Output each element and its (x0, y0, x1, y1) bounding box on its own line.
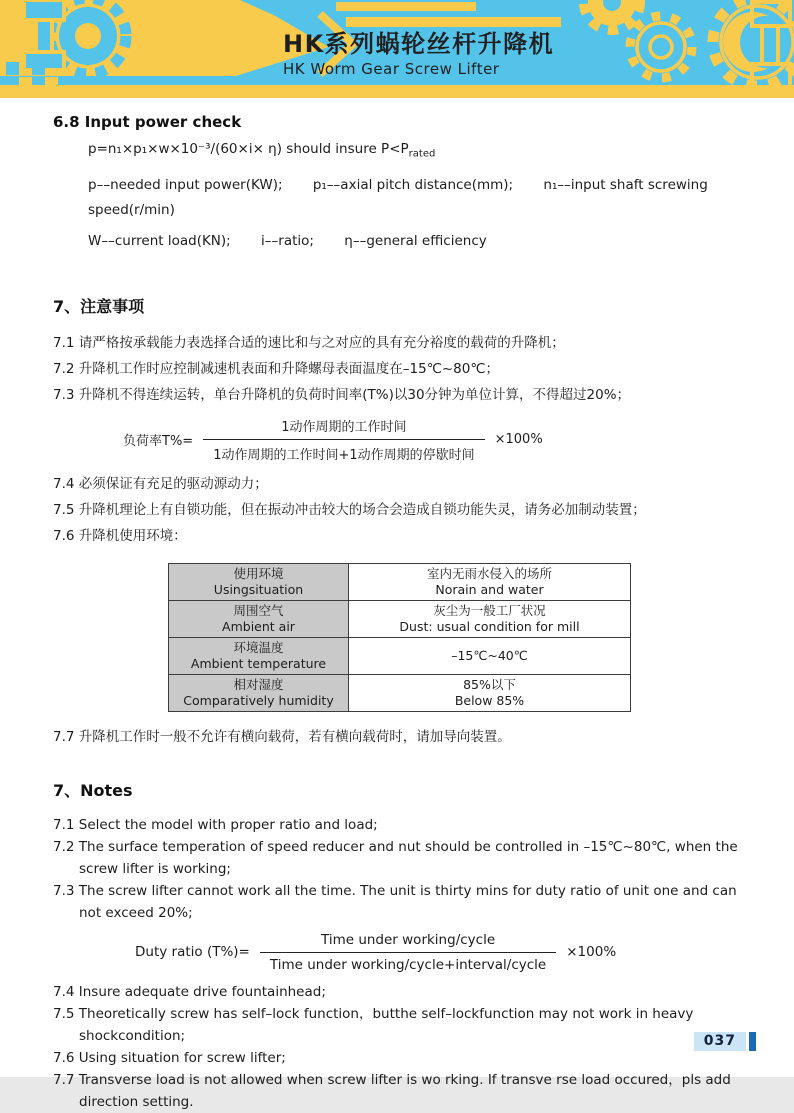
label-zh: 周围空气 (233, 602, 284, 618)
value-zh: 室内无雨水侵入的场所 (426, 565, 552, 581)
power-vars-line-2 (88, 229, 754, 254)
value-en: Norain and water (435, 581, 544, 597)
usage-environment-table (168, 563, 631, 712)
table-label-cell (169, 637, 349, 674)
label-en: Usingsituation (213, 581, 304, 597)
label-zh: 环境温度 (233, 639, 284, 655)
note-en-7-3: 7.3 The screw lifter cannot work all the time. The unit is thirty mins for duty ratio of unit one and can not exceed 20%; (53, 882, 737, 921)
value-zh: –15℃~40℃ (451, 647, 528, 663)
page-footer (694, 1032, 756, 1051)
notes-en-list (53, 814, 754, 1113)
page-title: HK系列蜗轮丝杆升降机 (283, 30, 555, 58)
value-zh: 灰尘为一般工厂状况 (433, 602, 546, 618)
section-input-power-check (53, 113, 754, 254)
table-label-cell (169, 563, 349, 600)
table-value-cell (349, 563, 631, 600)
label-en: Ambient air (222, 618, 295, 634)
note-zh-7-1: 7.1 请严格按承载能力表选择合适的速比和与之对应的具有充分裕度的载荷的升降机； (53, 334, 565, 351)
label-zh: 使用环境 (233, 565, 284, 581)
note-zh-7-7: 7.7 升降机工作时一般不允许有横向载荷，若有横向载荷时，请加导向装置。 (53, 728, 511, 745)
table-label-cell (169, 674, 349, 711)
note-en-7-1: 7.1 Select the model with proper ratio and load; (53, 816, 378, 833)
section-heading-notes-zh: 7、注意事项 (53, 296, 145, 316)
duty-ratio-multiplier: ×100% (566, 944, 617, 961)
var-efficiency: η––general efficiency (344, 232, 487, 249)
label-en: Ambient temperature (190, 655, 327, 671)
page-number: 037 (694, 1032, 746, 1051)
section-notes-zh (53, 294, 754, 750)
var-axial-pitch: p₁––axial pitch distance(mm); (312, 176, 514, 193)
note-zh-7-6: 7.6 升降机使用环境： (53, 527, 187, 544)
table-value-cell (349, 600, 631, 637)
power-formula-subscript: rated (408, 148, 436, 160)
table-value-cell (349, 637, 631, 674)
note-zh-7-2: 7.2 升降机工作时应控制减速机表面和升降螺母表面温度在–15℃~80℃； (53, 360, 500, 377)
label-zh: 相对湿度 (233, 676, 284, 692)
note-en-7-5: 7.5 Theoretically screw has self–lock function，butthe self–lockfunction may not work in heavy shockcondition; (53, 1005, 694, 1044)
note-en-7-6: 7.6 Using situation for screw lifter; (53, 1049, 286, 1066)
var-needed-input-power: p––needed input power(KW); (88, 176, 283, 193)
table-row (169, 563, 631, 600)
stripe-bottom (346, 17, 561, 27)
page-header (0, 0, 794, 98)
gear-solid-icon (584, 0, 640, 30)
note-zh-7-5: 7.5 升降机理论上有自锁功能，但在振动冲击较大的场合会造成自锁功能失灵，请务必加制动装置； (53, 501, 646, 518)
page-number-bar (749, 1032, 756, 1051)
label-en: Comparatively humidity (183, 692, 334, 708)
var-input-shaft-speed: n₁––input shaft screwing speed(r/min) (88, 176, 708, 218)
section-notes-en (53, 778, 754, 1113)
table-row (169, 600, 631, 637)
section-heading-notes-en: 7、Notes (53, 780, 133, 800)
table-row (169, 674, 631, 711)
load-ratio-fraction (203, 416, 484, 463)
page-subtitle: HK Worm Gear Screw Lifter (283, 59, 500, 78)
value-zh: 85%以下 (463, 676, 516, 692)
load-ratio-numerator: 1动作周期的工作时间 (281, 419, 407, 435)
note-zh-7-4: 7.4 必须保证有充足的驱动源动力； (53, 475, 268, 492)
duty-ratio-formula (135, 932, 754, 973)
table-row (169, 637, 631, 674)
load-ratio-formula (123, 416, 754, 463)
load-ratio-label: 负荷率T%= (123, 433, 194, 449)
stripe-top (336, 2, 476, 11)
duty-ratio-label: Duty ratio (T%)= (135, 944, 250, 961)
notes-zh-list (53, 330, 754, 750)
value-en: Dust: usual condition for mill (399, 618, 580, 634)
table-value-cell (349, 674, 631, 711)
duty-ratio-numerator: Time under working/cycle (320, 931, 496, 948)
var-ratio: i––ratio; (261, 232, 314, 249)
note-zh-7-3: 7.3 升降机不得连续运转，单台升降机的负荷时间率(T%)以30分钟为单位计算，不得超过20%； (53, 386, 631, 403)
page-content (0, 98, 794, 1113)
note-en-7-2: 7.2 The surface temperation of speed reducer and nut should be controlled in –15℃~80℃, when the screw lifter is working; (53, 838, 738, 877)
table-label-cell (169, 600, 349, 637)
power-vars-line-1 (88, 173, 754, 223)
gear-outline-icon (630, 16, 692, 78)
load-ratio-denominator: 1动作周期的工作时间+1动作周期的停歇时间 (203, 439, 484, 463)
var-current-load: W––current load(KN); (88, 232, 231, 249)
value-en: Below 85% (454, 692, 525, 708)
section-heading-power-check: 6.8 Input power check (53, 113, 242, 131)
header-bottom-bar (0, 85, 794, 98)
load-ratio-multiplier: ×100% (494, 431, 543, 447)
header-titles (283, 31, 554, 78)
duty-ratio-fraction (260, 932, 556, 973)
power-formula: p=n₁×p₁×w×10⁻³/(60×i× η) should insure P<P (88, 141, 409, 157)
note-en-7-7: 7.7 Transverse load is not allowed when screw lifter is wo rking. If transve rse load occured，pls add direction setting. (53, 1071, 731, 1110)
note-en-7-4: 7.4 Insure adequate drive fountainhead; (53, 983, 326, 1000)
power-formula-line (88, 137, 754, 167)
duty-ratio-denominator: Time under working/cycle+interval/cycle (260, 952, 556, 973)
